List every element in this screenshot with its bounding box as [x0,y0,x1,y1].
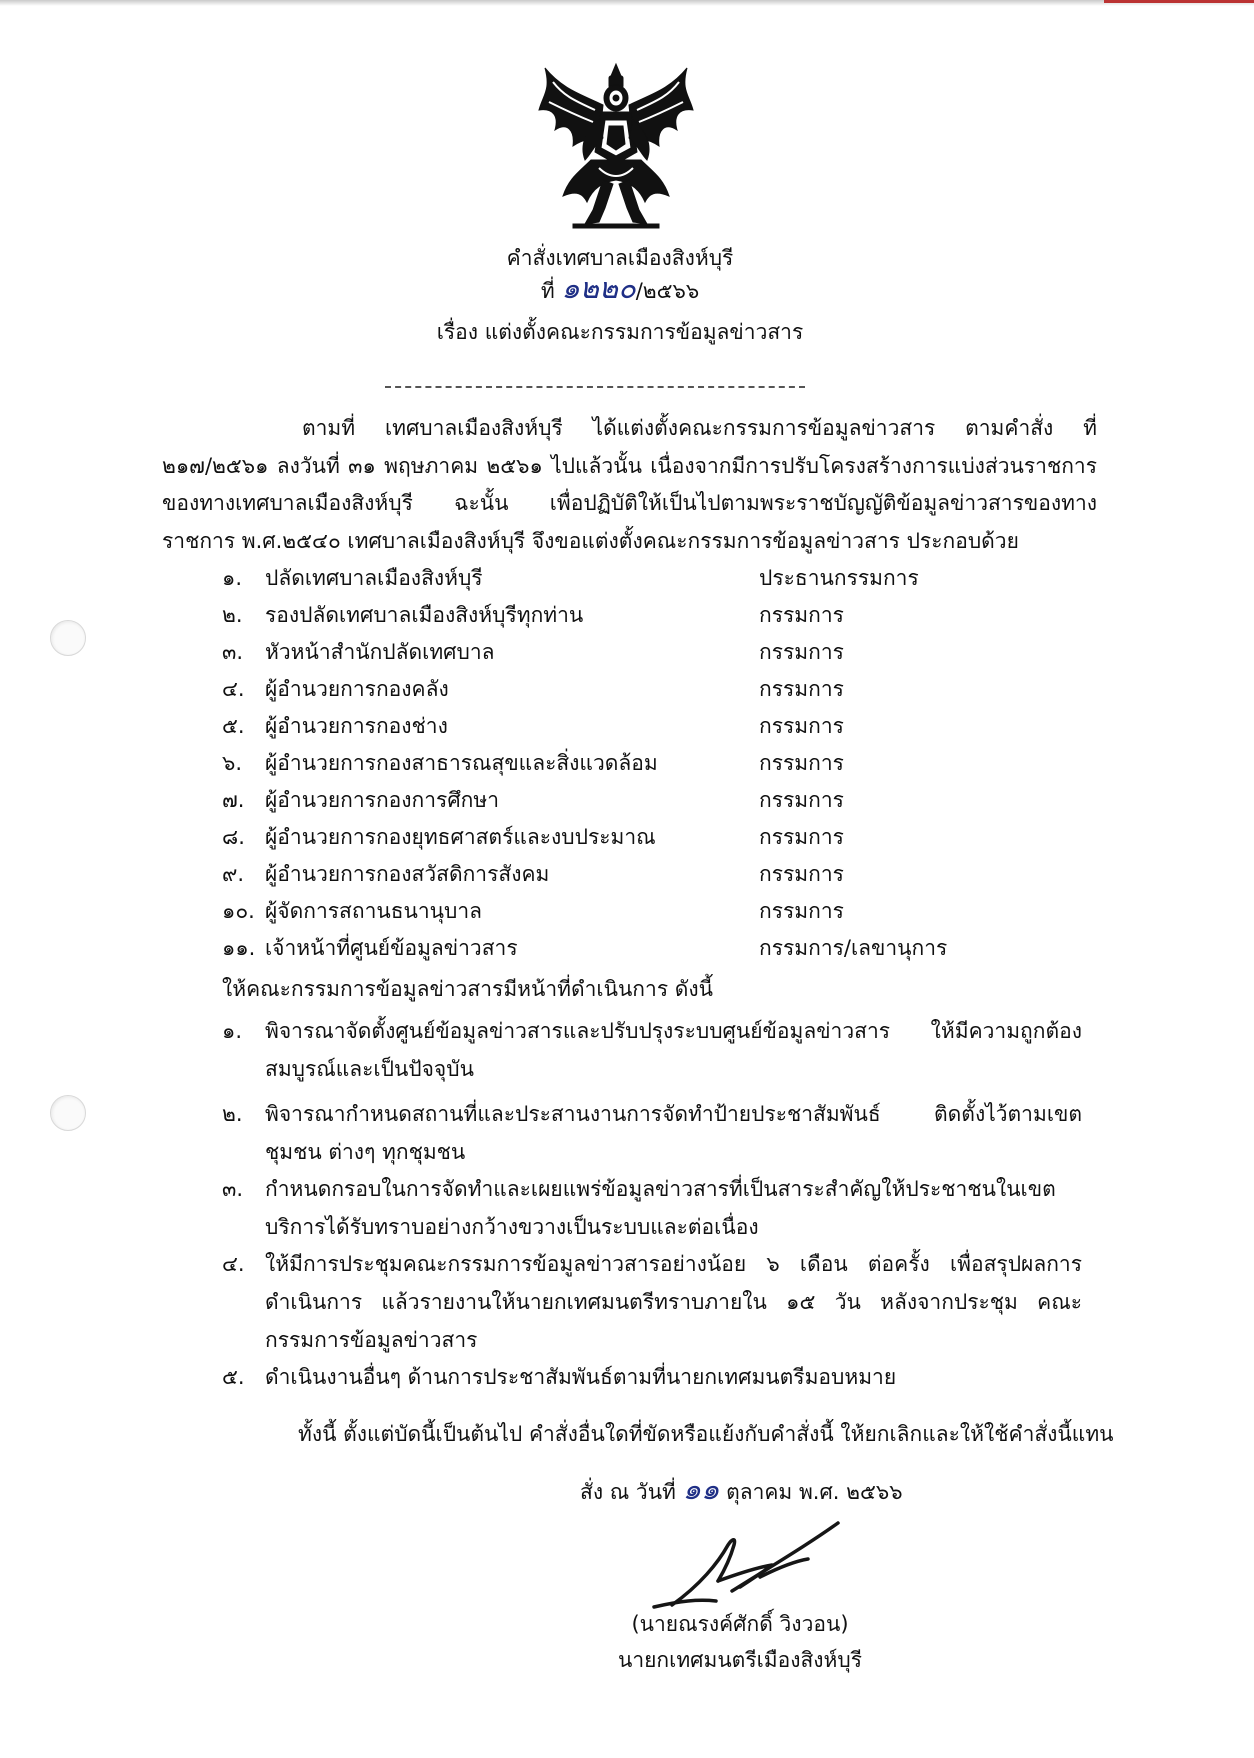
member-row [222,597,1122,634]
member-name: ผู้อำนวยการกองคลัง [265,677,449,701]
member-number: ๕. [222,714,245,738]
duty-number: ๑. [222,1019,243,1043]
member-number: ๑๑. [222,936,256,960]
agency-title: คำสั่งเทศบาลเมืองสิงห์บุรี [506,246,734,270]
duty-number: ๒. [222,1102,243,1126]
punch-hole-top [50,620,86,656]
member-role: กรรมการ [759,640,844,664]
member-row [222,819,1122,856]
member-name: ปลัดเทศบาลเมืองสิงห์บุรี [265,566,483,590]
duty-number: ๓. [222,1177,244,1201]
member-role: กรรมการ/เลขานุการ [759,936,948,960]
member-name: รองปลัดเทศบาลเมืองสิงห์บุรีทุกท่าน [265,603,584,627]
duty-text: พิจารณากำหนดสถานที่และประสานงานการจัดทำป้ายประชาสัมพันธ์ ติดตั้งไว้ตามเขตชุมชน ต่างๆ ทุกชุมชน [265,1102,1082,1164]
member-number: ๙. [222,862,245,886]
member-name: ผู้อำนวยการกองการศึกษา [265,788,499,812]
duty-text: พิจารณาจัดตั้งศูนย์ข้อมูลข่าวสารและปรับปรุงระบบศูนย์ข้อมูลข่าวสาร ให้มีความถูกต้อง สมบูรณ์และเป็นปัจจุบัน [265,1019,1082,1081]
order-date-day-handwritten: ๑๑ [682,1472,720,1506]
order-number-prefix: ที่ [540,279,562,303]
member-row [222,930,1122,967]
member-number: ๖. [222,751,243,775]
order-subject: เรื่อง แต่งตั้งคณะกรรมการข้อมูลข่าวสาร [436,320,804,344]
scan-edge-mark [1104,0,1254,3]
member-name: ผู้อำนวยการกองช่าง [265,714,448,738]
member-role: ประธานกรรมการ [759,566,919,590]
member-name: ผู้อำนวยการกองสวัสดิการสังคม [265,862,550,886]
scan-edge-shadow [0,0,1254,6]
member-number: ๔. [222,677,245,701]
duty-item [222,1012,1082,1088]
order-number-suffix: /๒๕๖๖ [635,279,700,303]
duty-number: ๔. [222,1252,245,1276]
member-name: ผู้จัดการสถานธนานุบาล [265,899,483,923]
member-name: เจ้าหน้าที่ศูนย์ข้อมูลข่าวสาร [265,936,518,960]
handwritten-signature [640,1515,900,1610]
member-row [222,671,1122,708]
duty-item [222,1358,1082,1396]
garuda-emblem-icon [533,60,699,230]
punch-hole-bottom [50,1095,86,1131]
member-row [222,856,1122,893]
member-row [222,745,1122,782]
member-role: กรรมการ [759,603,844,627]
member-name: ผู้อำนวยการกองสาธารณสุขและสิ่งแวดล้อม [265,751,658,775]
order-number-handwritten: ๑๒๒๐ [561,271,636,305]
member-row [222,708,1122,745]
member-role: กรรมการ [759,788,844,812]
member-row [222,560,1122,597]
member-role: กรรมการ [759,751,844,775]
duty-text: ให้มีการประชุมคณะกรรมการข้อมูลข่าวสารอย่างน้อย ๖ เดือน ต่อครั้ง เพื่อสรุปผลการ ดำเนินการ แล้วรายงานให้นายกเทศมนตรีทราบภายใน ๑๕ วัน หลังจากประชุม คณะกรรมการข้อมูลข่าวสาร [265,1252,1082,1352]
duty-text: กำหนดกรอบในการจัดทำและเผยแพร่ข้อมูลข่าวสารที่เป็นสาระสำคัญให้ประชาชนในเขต บริการได้รับทราบอย่างกว้างขวางเป็นระบบและต่อเนื่อง [265,1177,1056,1239]
member-role: กรรมการ [759,899,844,923]
order-number [380,271,860,310]
member-role: กรรมการ [759,714,844,738]
member-number: ๗. [222,788,245,812]
duties-heading: ให้คณะกรรมการข้อมูลข่าวสารมีหน้าที่ดำเนินการ ดังนี้ [222,977,714,1001]
duty-number: ๕. [222,1365,245,1389]
duty-text: ดำเนินงานอื่นๆ ด้านการประชาสัมพันธ์ตามที่นายกเทศมนตรีมอบหมาย [265,1365,897,1389]
member-number: ๘. [222,825,245,849]
member-row [222,782,1122,819]
member-number: ๓. [222,640,244,664]
duty-item [222,1245,1082,1359]
member-name: ผู้อำนวยการกองยุทธศาสตร์และงบประมาณ [265,825,656,849]
order-date-suffix: ตุลาคม พ.ศ. ๒๕๖๖ [719,1480,903,1504]
order-date-prefix: สั่ง ณ วันที่ [580,1480,683,1504]
order-date [580,1472,903,1511]
member-role: กรรมการ [759,677,844,701]
signatory-name: (นายณรงค์ศักดิ์ วิงวอน) [631,1612,849,1636]
member-row [222,893,1122,930]
duty-item [222,1170,1082,1246]
signatory-position: นายกเทศมนตรีเมืองสิงห์บุรี [617,1648,863,1672]
member-name: หัวหน้าสำนักปลัดเทศบาล [265,640,495,664]
closing-statement: ทั้งนี้ ตั้งแต่บัดนี้เป็นต้นไป คำสั่งอื่นใดที่ขัดหรือแย้งกับคำสั่งนี้ ให้ยกเลิกและให้ใช้คำสั่งนี้แทน [298,1422,1114,1446]
member-role: กรรมการ [759,862,844,886]
member-number: ๑. [222,566,243,590]
header-divider [385,386,805,388]
intro-paragraph: ตามที่ เทศบาลเมืองสิงห์บุรี ได้แต่งตั้งคณะกรรมการข้อมูลข่าวสาร ตามคำสั่ง ที่ ๒๑๗/๒๕๖๑ ลงวันที่ ๓๑ พฤษภาคม ๒๕๖๑ ไปแล้วนั้น เนื่องจากมีการปรับโครงสร้างการแบ่งส่วนราชการของทางเทศบาลเมืองสิงห์บุรี ฉะนั้น เพื่อปฏิบัติให้เป็นไปตามพระราชบัญญัติข้อมูลข่าวสารของทางราชการ พ.ศ.๒๕๔๐ เทศบาลเมืองสิงห์บุรี จึงขอแต่งตั้งคณะกรรมการข้อมูลข่าวสาร ประกอบด้วย [162,416,1097,553]
member-row [222,634,1122,671]
duty-item [222,1095,1082,1171]
member-role: กรรมการ [759,825,844,849]
member-number: ๑๐. [222,899,255,923]
member-number: ๒. [222,603,243,627]
